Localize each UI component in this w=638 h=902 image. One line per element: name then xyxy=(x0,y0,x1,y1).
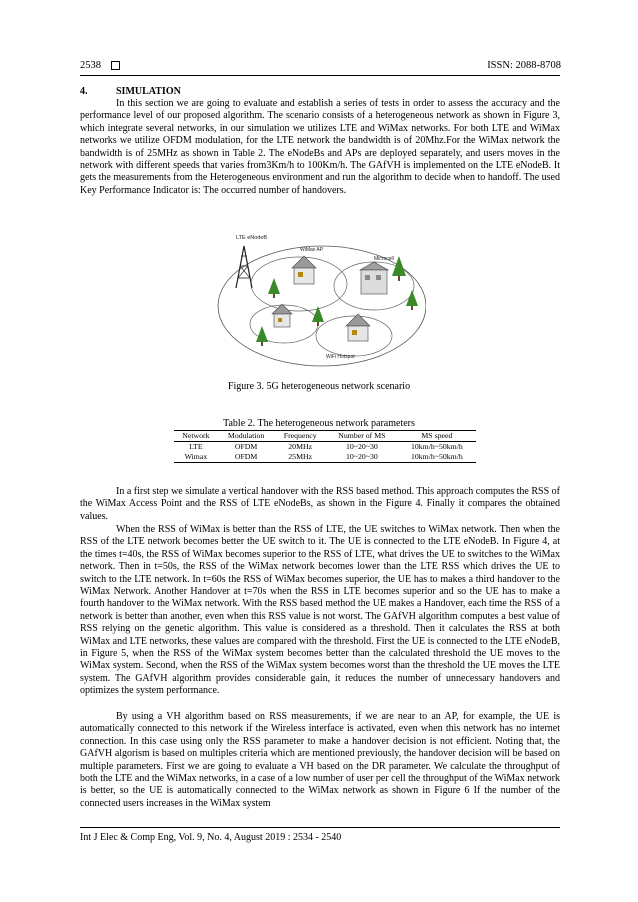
column-header: Network xyxy=(174,431,218,442)
table-cell: LTE xyxy=(189,442,203,451)
journal-citation: Int J Elec & Comp Eng, Vol. 9, No. 4, August 2019 : 2534 - 2540 xyxy=(80,832,342,843)
section-heading xyxy=(80,86,181,97)
figure-caption: Figure 3. 5G heterogeneous network scenario xyxy=(227,381,411,392)
parameters-table xyxy=(174,430,476,463)
microcell-label: Microcell xyxy=(374,256,394,262)
page-number: 2538 xyxy=(80,60,101,71)
table-cell: 10km/h~50km/h xyxy=(398,452,476,463)
paragraph-rss-results xyxy=(80,524,560,698)
paragraph-vh-algorithm xyxy=(80,711,560,810)
column-header: Modulation xyxy=(218,431,275,442)
paragraph-rss-method xyxy=(80,486,560,523)
table-cell: 10~20~30 xyxy=(326,452,398,463)
column-header: Frequency xyxy=(274,431,326,442)
table-cell: 25MHz xyxy=(274,452,326,463)
footer-rule xyxy=(80,827,560,828)
column-header: Number of MS xyxy=(326,431,398,442)
table-cell: OFDM xyxy=(218,452,275,463)
lte-label: LTE eNodeB xyxy=(236,235,268,241)
running-header-left xyxy=(80,60,120,71)
table-cell: 10km/h~50km/h xyxy=(410,442,463,451)
section-number: 4. xyxy=(80,86,88,97)
paragraph-intro-text: In this section we are going to evaluate and establish a series of tests in order to assess the accuracy and the performance level of our proposed algorithm. The scenario consists of a heterogeneous network as shown in Figure 3, which integrate several networks, in our simulation we utilizes LTE and WiMax networks. For both LTE and WiMax networks we utilize OFDM modulation, for the LTE network the bandwidth is of 20Mhz.For the WiMax network the bandwidth is of 25MHz as shown in Table 2. The eNodeBs and APs are deployed separately, and users moves in the network with different speeds that varies from3Km/h to 100Km/h. The GAfVH is implemented on the LTE eNodeB. It gets the measurements from the Heterogeneous environment and run the algorithm to decide when to handoff. The used Key Performance Indicator is: The occurred number of handovers. xyxy=(80,98,560,196)
table-header-row xyxy=(174,431,476,442)
wimax-label: WiMax AP xyxy=(300,247,324,253)
table-caption: Table 2. The heterogeneous network parameters xyxy=(223,418,415,429)
paragraph-rss-method-text: In a first step we simulate a vertical handover with the RSS based method. This approach computes the RSS of the WiMax Access Point and the RSS of LTE eNodeBs, as shown in the Figure 4. Finally it compares the obtained values. xyxy=(80,486,560,522)
issn-header: ISSN: 2088-8708 xyxy=(487,60,561,71)
table-cell: 20MHz xyxy=(288,442,313,451)
section-title: SIMULATION xyxy=(116,86,181,97)
table-cell: OFDM xyxy=(234,442,258,451)
paragraph-intro xyxy=(80,98,560,197)
table-cell: Wimax xyxy=(174,452,218,463)
column-header: MS speed xyxy=(398,431,476,442)
wifi-label: WiFi Hotspot xyxy=(326,354,355,360)
paragraph-vh-algorithm-text: By using a VH algorithm based on RSS measurements, if we are near to an AP, for example, the UE is automatically connected to this network if the Wireless interface is activated, even when this network has no internet connection. In this case using only the RSS parameter to make a handover decision is not efficient. Noting that, the GAfVH algorism is based on multiples criteria which are mentioned previously, the handover decision will be based on multiple parameters. First we are going to evaluate a VH based on the DR parameter. We calculate the throughput of both the LTE and the WiMax networks, in a case of a low number of user per cell the throughput of the WiMax network is better, so the UE is automatically connected to the WiMax network as shown in Figure 6 If the number of the connected users increases in the WiMax system xyxy=(80,711,560,809)
table-row xyxy=(174,442,476,453)
table-cell: 10~20~30 xyxy=(345,442,378,451)
paragraph-rss-results-text: When the RSS of WiMax is better than the RSS of LTE, the UE switches to WiMax network. Then when the RSS of the LTE network becomes better the UE switch to it. The UE is connected to the LTE eNodeB. In Figure 4, at the times t=40s, the RSS of WiMax becomes superior to the RSS of LTE, what drives the UE to switches to the WiMax network. Then in t=50s, the RSS of the WiMax network becomes lower than the LTE RSS which drives the UE to switch to the LTE network. In t=60s the RSS of WiMax becomes superior, the UE has to makes a third handover to the WiMax Network. Another Handover at t=70s when the RSS in LTE becomes superior and so the UE has to make a fourth handover to the WiMax network. With the RSS based method the UE makes a Handover, each time the RSS of a network is better than another, even when this RSS value is not worst. The GAfVH algorithm computes a best value of RSS relying on the genetic algorithm. This value is considered as a threshold. Then it calculates the RSS at both WiMax and LTE networks, these values are compared with the threshold. First the UE is connected to the LTE eNodeB, in Figure 5, when the RSS of the WiMax system becomes better than the calculated threshold the UE moves to the WiMax system. Second, when the RSS of the WiMax system becomes worst than the threshold the UE moves the LTE system. The GAfVH algorithm provides considerable gain, it reduces the number of unnecessary handovers and optimizes the system performance. xyxy=(80,524,560,697)
square-bullet-icon xyxy=(111,61,120,70)
table-row xyxy=(174,452,476,463)
network-scenario-figure xyxy=(214,226,426,370)
header-rule xyxy=(80,75,560,76)
